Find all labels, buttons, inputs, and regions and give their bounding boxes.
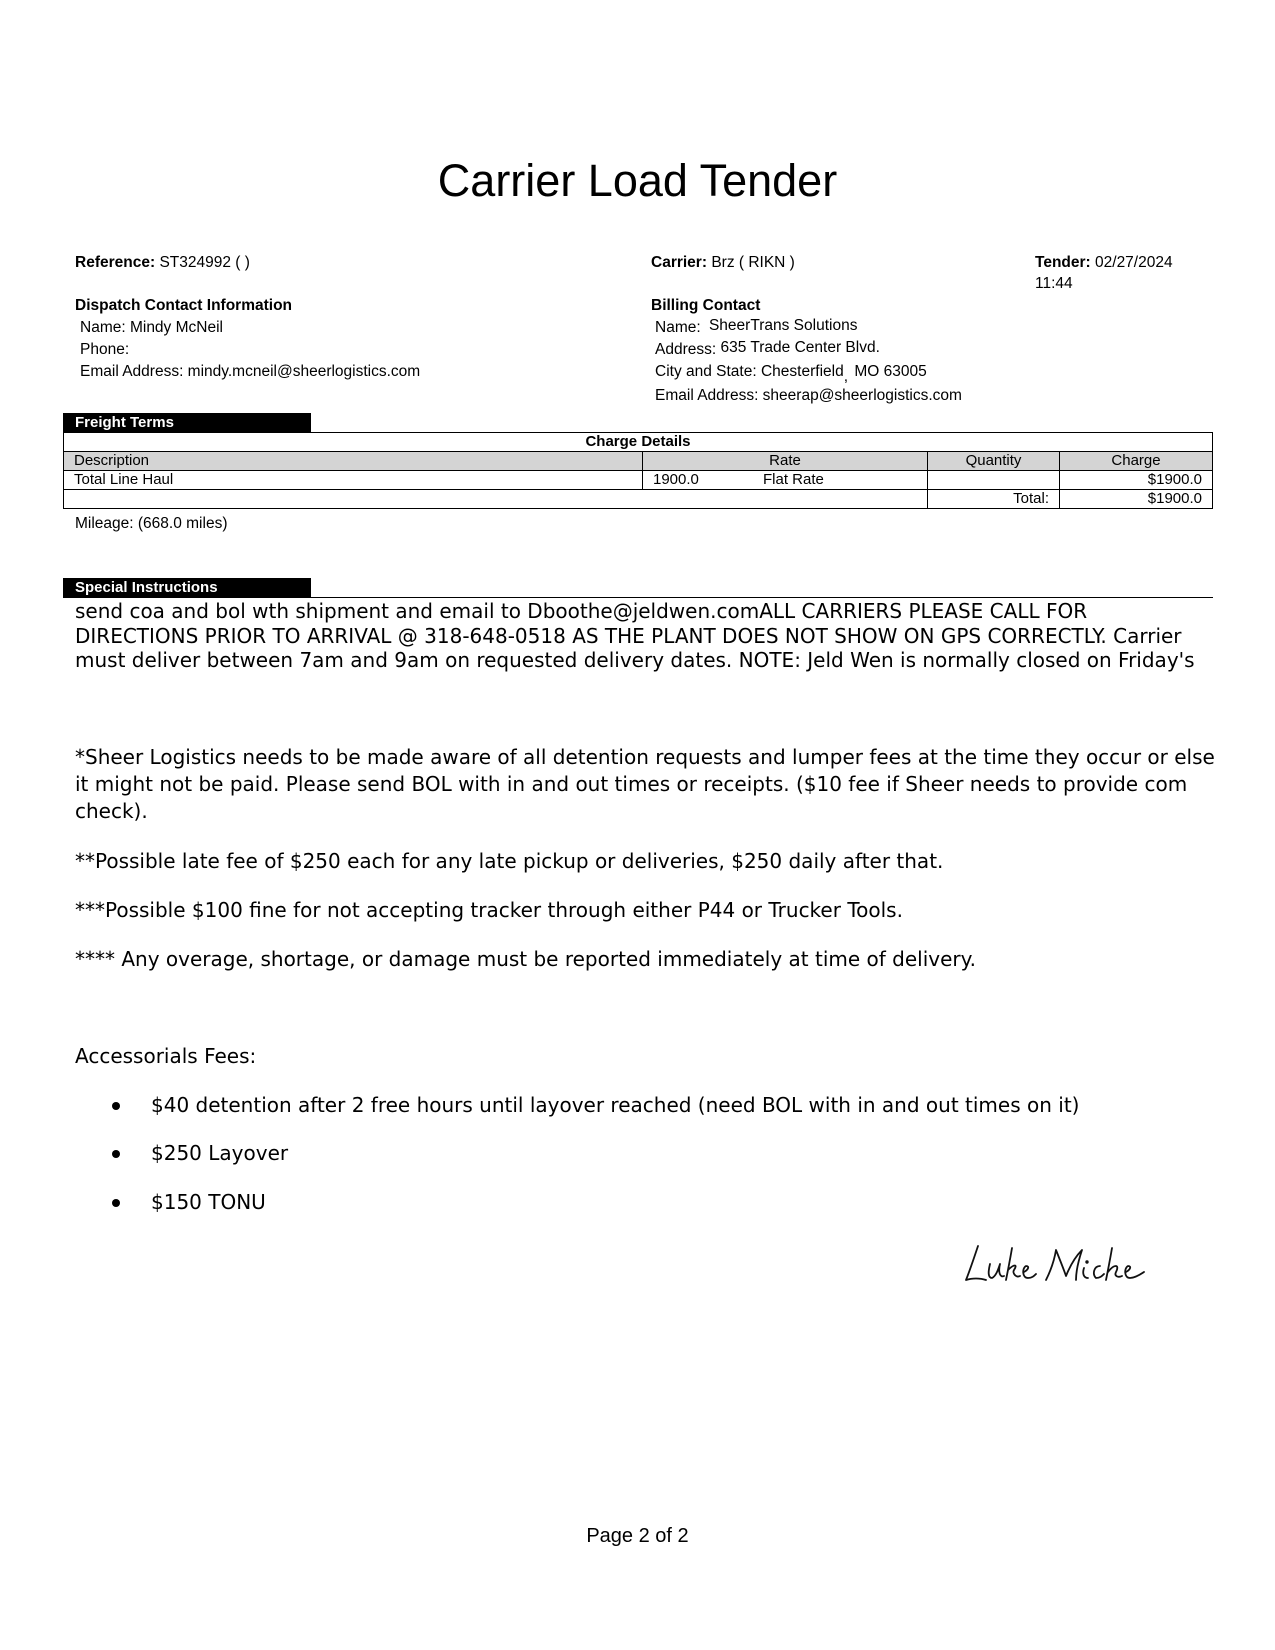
billing-city: Chesterfield bbox=[760, 363, 844, 380]
col-rate: Rate bbox=[643, 452, 928, 471]
billing-name-label: Name: bbox=[655, 319, 701, 336]
total-value: $1900.0 bbox=[1060, 490, 1213, 509]
freight-terms-bar: Freight Terms bbox=[63, 413, 311, 432]
col-charge: Charge bbox=[1060, 452, 1213, 471]
total-row bbox=[64, 490, 1213, 509]
accessorial-layover: $250 Layover bbox=[151, 1141, 289, 1165]
billing-address bbox=[655, 340, 880, 360]
tender-label: Tender: bbox=[1035, 254, 1091, 271]
billing-state-zip: MO 63005 bbox=[854, 363, 927, 380]
dispatch-name: Name: Mindy McNeil bbox=[80, 319, 223, 336]
billing-city-state-label: City and State: bbox=[655, 363, 757, 380]
tender-date: 02/27/2024 bbox=[1095, 254, 1173, 271]
accessorials-heading: Accessorials Fees: bbox=[75, 1044, 257, 1068]
signature-image bbox=[960, 1240, 1160, 1290]
note-detention: *Sheer Logistics needs to be made aware of all detention requests and lumper fees at the time they occur or else it might not be paid. Please send BOL with in and out times or receipts. ($10 fee if Sheer needs to provide com check). bbox=[75, 745, 1215, 823]
charge-details-caption: Charge Details bbox=[64, 433, 1213, 452]
note-late-fee: **Possible late fee of $250 each for any late pickup or deliveries, $250 daily after that. bbox=[75, 849, 944, 873]
special-instructions-bar: Special Instructions bbox=[63, 578, 311, 597]
billing-address-label: Address: bbox=[655, 341, 717, 358]
billing-city-state bbox=[655, 362, 927, 385]
document-title: Carrier Load Tender bbox=[437, 155, 838, 206]
billing-email: Email Address: sheerap@sheerlogistics.com bbox=[655, 387, 962, 404]
bullet-icon bbox=[112, 1199, 120, 1207]
reference-field bbox=[75, 253, 250, 273]
note-tracker: ***Possible $100 fine for not accepting tracker through either P44 or Trucker Tools. bbox=[75, 898, 903, 922]
billing-comma: , bbox=[843, 368, 849, 385]
total-label: Total: bbox=[928, 490, 1060, 509]
tender-time: 11:44 bbox=[1035, 275, 1073, 292]
billing-address-value: 635 Trade Center Blvd. bbox=[720, 339, 880, 356]
dispatch-heading: Dispatch Contact Information bbox=[75, 297, 293, 314]
tender-field bbox=[1035, 253, 1173, 273]
carrier-label: Carrier: bbox=[651, 254, 707, 271]
reference-label: Reference: bbox=[75, 254, 156, 271]
bullet-icon bbox=[112, 1150, 120, 1158]
col-quantity: Quantity bbox=[928, 452, 1060, 471]
table-row bbox=[64, 471, 1213, 490]
accessorial-detention: $40 detention after 2 free hours until layover reached (need BOL with in and out times on it) bbox=[151, 1093, 1080, 1117]
bullet-icon bbox=[112, 1102, 120, 1110]
row-rate-value: 1900.0 bbox=[643, 471, 754, 490]
mileage: Mileage: (668.0 miles) bbox=[75, 515, 228, 532]
charge-details-table bbox=[63, 432, 1213, 509]
row-charge: $1900.0 bbox=[1060, 471, 1213, 490]
row-quantity bbox=[928, 471, 1060, 490]
dispatch-phone: Phone: bbox=[80, 341, 130, 358]
note-damage: **** Any overage, shortage, or damage must be reported immediately at time of delivery. bbox=[75, 947, 976, 971]
dispatch-email: Email Address: mindy.mcneil@sheerlogistics.com bbox=[80, 363, 421, 380]
row-description: Total Line Haul bbox=[64, 471, 643, 490]
accessorial-tonu: $150 TONU bbox=[151, 1190, 266, 1214]
carrier-field bbox=[651, 253, 795, 273]
billing-name bbox=[655, 318, 857, 338]
carrier-value: Brz ( RIKN ) bbox=[711, 254, 795, 271]
reference-value: ST324992 ( ) bbox=[159, 254, 250, 271]
table-header-row bbox=[64, 452, 1213, 471]
billing-name-value: SheerTrans Solutions bbox=[708, 317, 858, 334]
special-instructions-text: send coa and bol wth shipment and email to Dboothe@jeldwen.comALL CARRIERS PLEASE CALL FOR DIRECTIONS PRIOR TO ARRIVAL @ 318-648-0518 AS THE PLANT DOES NOT SHOW ON GPS CORRECTLY. Carrier must deliver between 7am and 9am on requested delivery dates. NOTE: Jeld Wen is normally closed on Friday's bbox=[75, 599, 1195, 672]
divider bbox=[63, 597, 1213, 598]
page-number: Page 2 of 2 bbox=[586, 1525, 689, 1547]
col-description: Description bbox=[64, 452, 643, 471]
row-rate-type: Flat Rate bbox=[753, 471, 928, 490]
billing-heading: Billing Contact bbox=[651, 297, 761, 314]
